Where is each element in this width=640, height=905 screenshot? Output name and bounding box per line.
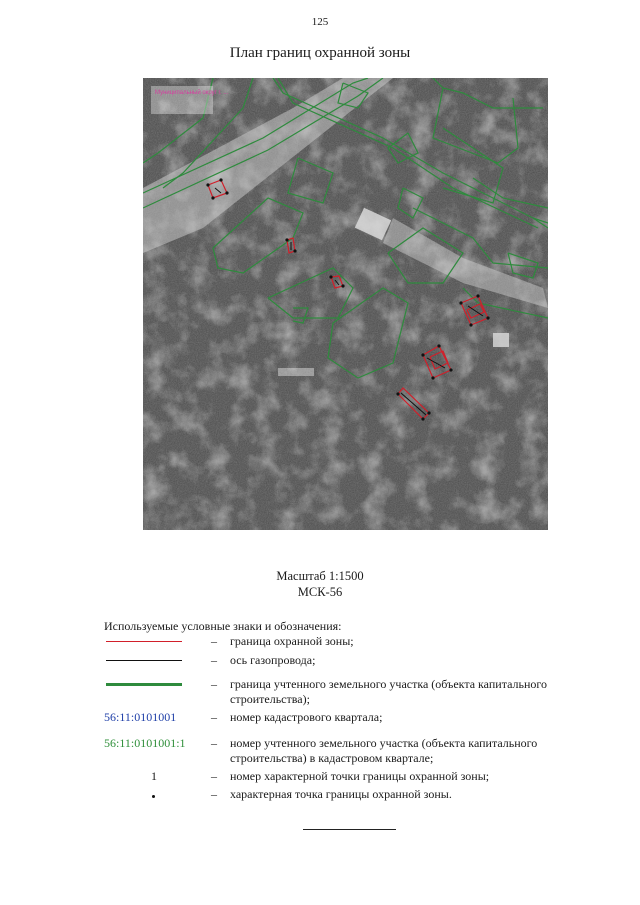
legend-dash: – (211, 653, 217, 667)
legend-dash: – (211, 769, 217, 783)
coordinate-system: МСК-56 (297, 585, 343, 599)
legend-dash: – (211, 787, 217, 801)
legend-desc: ось газопровода; (230, 653, 316, 667)
point-symbol (104, 787, 204, 802)
legend-desc: номер характерной точки границы охранной зоны; (230, 769, 490, 783)
legend-desc: номер учтенного земельного участка (объекта капитального строительства) в кадастровом квартале; (230, 736, 538, 765)
quarter-label-box (278, 368, 314, 376)
page-number: 125 (311, 16, 329, 28)
gas-axis-symbol (104, 653, 204, 668)
legend-title: Используемые условные знаки и обозначения: (104, 619, 342, 633)
aerial-map (143, 78, 548, 530)
legend-desc: характерная точка границы охранной зоны. (230, 787, 452, 801)
scale-block (0, 568, 640, 600)
legend-dash: – (211, 736, 217, 750)
legend-dash: – (211, 634, 217, 648)
point-number-symbol: 1 (151, 769, 157, 783)
legend-dash: – (211, 677, 217, 691)
legend-desc: номер кадастрового квартала; (230, 710, 383, 724)
page-title: План границ охранной зоны (229, 45, 411, 61)
parcel-boundary-symbol (104, 677, 204, 692)
footer-line (303, 829, 396, 830)
zone-boundary-symbol (104, 634, 204, 649)
legend-dash: – (211, 710, 217, 724)
legend-desc: граница охранной зоны; (230, 634, 354, 648)
legend-desc: граница учтенного земельного участка (объекта капитального строительства); (230, 677, 548, 706)
building (493, 333, 509, 347)
scale-text: Масштаб 1:1500 (276, 569, 364, 583)
quarter-code: 56:11:0101001 (104, 710, 177, 724)
parcel-code: 56:11:0101001:1 (104, 736, 186, 750)
overlay-label-text: Муниципальный округ г. ... (155, 90, 229, 96)
